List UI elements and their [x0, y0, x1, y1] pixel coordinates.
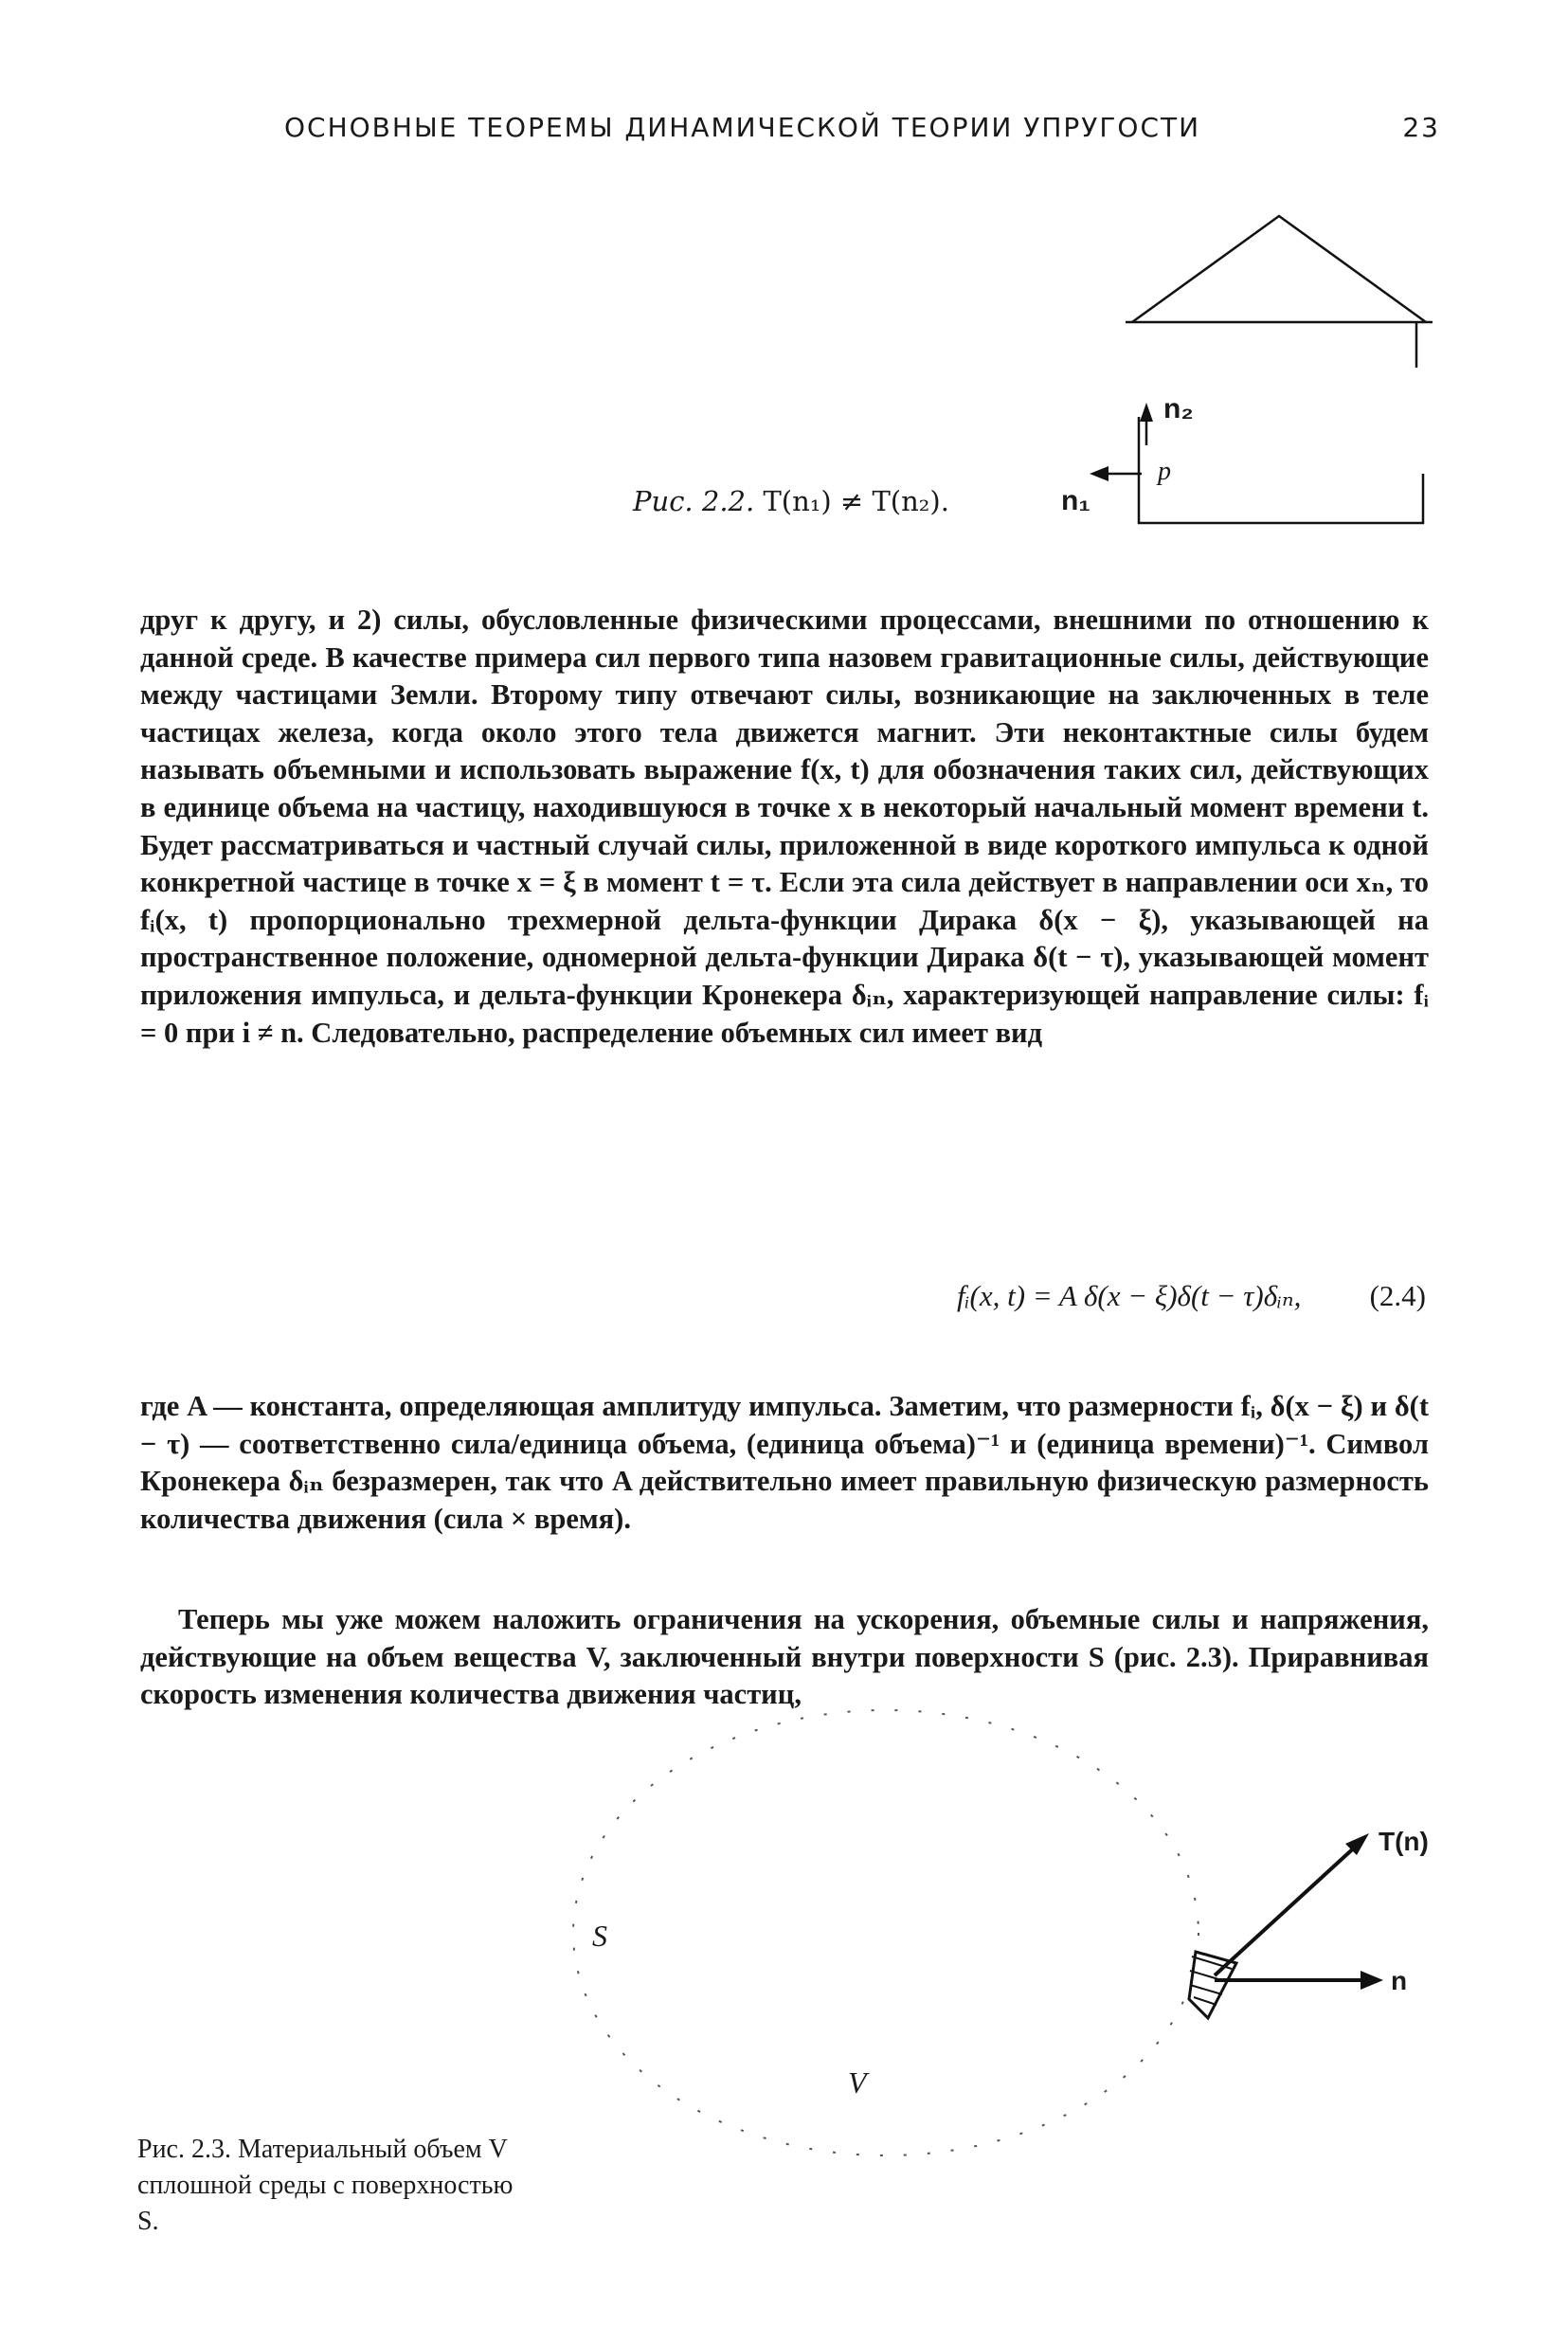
paragraph-2-text: где A — константа, определяющая амплитуду импульса. Заметим, что размерности fᵢ, δ(x − ξ) и δ(t − τ) — соответственно сила/единица объема, (единица объема)⁻¹ и (единица времени)⁻¹. Символ Кронекера δᵢₙ безразмерен, так что A действительно имеет правильную физическую размерность количества движения (сила × время).	[140, 1390, 1429, 1535]
label-n: n	[1391, 1966, 1408, 1995]
label-p: p	[1158, 457, 1171, 486]
lower-body-outline	[1139, 417, 1423, 523]
equation-number: (2.4)	[1369, 1279, 1426, 1312]
traction-vector	[1215, 1843, 1360, 1975]
equation-2-4: fᵢ(x, t) = A δ(x − ξ)δ(t − τ)δᵢₙ,	[957, 1279, 1302, 1312]
figure-2-3-caption	[137, 2132, 535, 2240]
paragraph-1-text: друг к другу, и 2) силы, обусловленные физическими процессами, внешними по отношению к данной среде. В качестве примера сил первого типа назовем гравитационные силы, действующие между частицами Земли. Второму типу отвечают силы, возникающие на заключенных в теле частицах железа, когда около этого тела движется магнит. Эти неконтактные силы будем называть объемными и использовать выражение f(x, t) для обозначения таких сил, действующих в единице объема на частицу, находившуюся в точке x в некоторый начальный момент времени t. Будет рассматриваться и частный случай силы, приложенной в виде короткого импульса к одной конкретной частице в точке x = ξ в момент t = τ. Если эта сила действует в направлении оси xₙ, то fᵢ(x, t) пропорционально трехмерной дельта-функции Дирака δ(x − ξ), указывающей на пространственное положение, одномерной дельта-функции Дирака δ(t − τ), указывающей момент приложения импульса, и дельта-функции Кронекера δᵢₙ, характеризующей направление силы: fᵢ = 0 при i ≠ n. Следовательно, распределение объемных сил имеет вид	[140, 604, 1429, 1049]
surface-S-outline	[573, 1710, 1199, 2155]
paragraph-1	[140, 602, 1429, 1052]
label-S: S	[592, 1919, 607, 1953]
caption-formula: T(n₁) ≠ T(n₂).	[763, 485, 949, 517]
figure-2-2	[0, 0, 1568, 568]
header-title: ОСНОВНЫЕ ТЕОРЕМЫ ДИНАМИЧЕСКОЙ ТЕОРИИ УПРУГОСТИ	[284, 112, 1201, 143]
figure-2-3-caption-text: Рис. 2.3. Материальный объем V сплошной среды с поверхностью S.	[137, 2135, 514, 2236]
paragraph-2	[140, 1388, 1429, 1538]
paragraph-3-text: Теперь мы уже можем наложить ограничения на ускорения, объемные силы и напряжения, действующие на объем вещества V, заключенный внутри поверхности S (рис. 2.3). Приравнивая скорость изменения количества движения частиц,	[140, 1603, 1429, 1711]
label-V: V	[848, 2065, 867, 2100]
label-Tn: T(n)	[1379, 1827, 1429, 1856]
upper-body-outline	[1132, 216, 1426, 322]
page-number: 23	[1402, 112, 1440, 143]
figure-2-2-caption	[633, 485, 949, 517]
caption-prefix: Рис. 2.2.	[633, 485, 755, 517]
label-n2: n₂	[1163, 393, 1194, 424]
label-n1: n₁	[1061, 485, 1090, 516]
